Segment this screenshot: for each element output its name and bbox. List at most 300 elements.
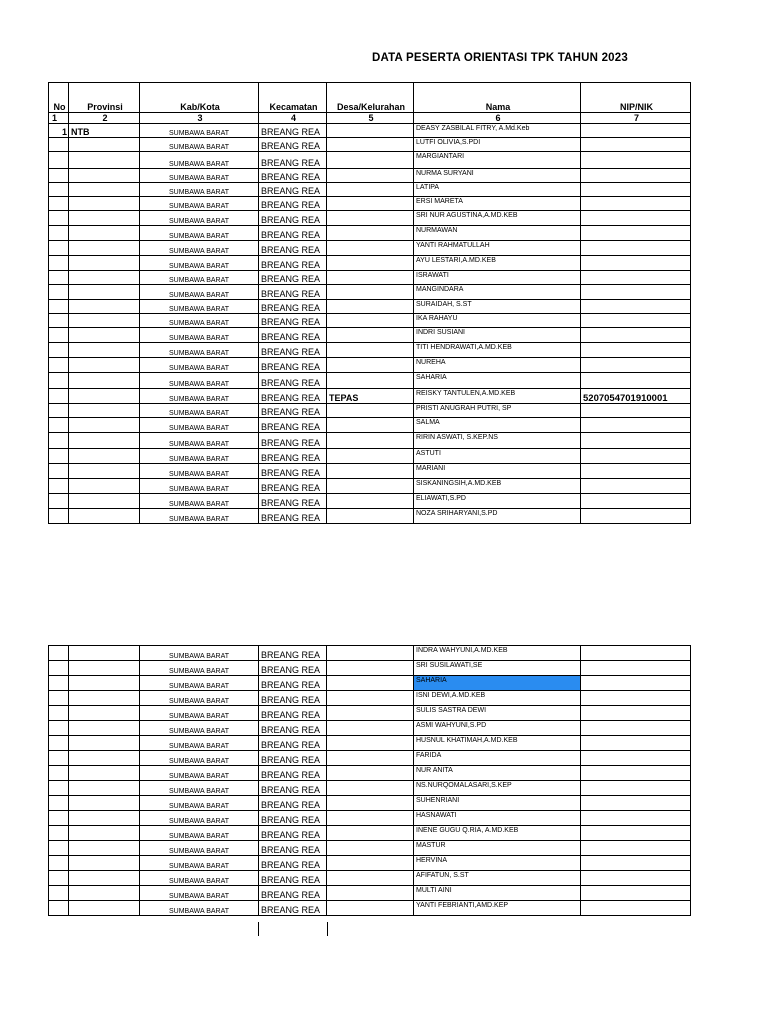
cell-provinsi[interactable]	[69, 781, 140, 796]
cell-kecamatan[interactable]: BREANG REA	[259, 796, 327, 811]
cell-kecamatan[interactable]: BREANG REA	[259, 211, 327, 226]
cell-kecamatan[interactable]: BREANG REA	[259, 124, 327, 138]
cell-kecamatan[interactable]: BREANG REA	[259, 509, 327, 524]
cell-desa-kelurahan[interactable]	[327, 494, 414, 509]
cell-kab-kota[interactable]: SUMBAWA BARAT	[140, 241, 259, 256]
cell-nip-nik[interactable]	[581, 328, 691, 343]
cell-kecamatan[interactable]: BREANG REA	[259, 358, 327, 373]
cell-provinsi[interactable]	[69, 433, 140, 449]
cell-kecamatan[interactable]: BREANG REA	[259, 676, 327, 691]
cell-no[interactable]	[49, 300, 69, 314]
cell-kecamatan[interactable]: BREANG REA	[259, 464, 327, 479]
cell-desa-kelurahan[interactable]	[327, 646, 414, 661]
cell-nama[interactable]: HERVINA	[414, 856, 581, 871]
cell-nip-nik[interactable]	[581, 766, 691, 781]
cell-kab-kota[interactable]: SUMBAWA BARAT	[140, 226, 259, 241]
cell-desa-kelurahan[interactable]	[327, 169, 414, 183]
cell-kab-kota[interactable]: SUMBAWA BARAT	[140, 169, 259, 183]
cell-kecamatan[interactable]: BREANG REA	[259, 285, 327, 300]
cell-kecamatan[interactable]: BREANG REA	[259, 826, 327, 841]
cell-kab-kota[interactable]: SUMBAWA BARAT	[140, 841, 259, 856]
cell-no[interactable]	[49, 226, 69, 241]
cell-desa-kelurahan[interactable]	[327, 138, 414, 152]
cell-kecamatan[interactable]: BREANG REA	[259, 736, 327, 751]
cell-desa-kelurahan[interactable]	[327, 285, 414, 300]
cell-provinsi[interactable]	[69, 183, 140, 197]
cell-kecamatan[interactable]: BREANG REA	[259, 691, 327, 706]
cell-kecamatan[interactable]: BREANG REA	[259, 479, 327, 494]
cell-desa-kelurahan[interactable]	[327, 901, 414, 916]
cell-nama[interactable]: INENE GUGU Q.RIA, A.MD.KEB	[414, 826, 581, 841]
cell-kecamatan[interactable]: BREANG REA	[259, 328, 327, 343]
cell-no[interactable]	[49, 796, 69, 811]
cell-nama[interactable]: SISKANINGSIH,A.MD.KEB	[414, 479, 581, 494]
cell-desa-kelurahan[interactable]	[327, 226, 414, 241]
cell-nip-nik[interactable]	[581, 169, 691, 183]
cell-kab-kota[interactable]: SUMBAWA BARAT	[140, 197, 259, 211]
cell-kecamatan[interactable]: BREANG REA	[259, 661, 327, 676]
cell-desa-kelurahan[interactable]	[327, 300, 414, 314]
cell-nip-nik[interactable]	[581, 796, 691, 811]
cell-no[interactable]	[49, 183, 69, 197]
cell-provinsi[interactable]	[69, 328, 140, 343]
cell-no[interactable]	[49, 706, 69, 721]
cell-nip-nik[interactable]	[581, 721, 691, 736]
cell-nip-nik[interactable]	[581, 358, 691, 373]
column-number[interactable]: 3	[140, 113, 259, 124]
cell-desa-kelurahan[interactable]	[327, 271, 414, 285]
cell-desa-kelurahan[interactable]	[327, 241, 414, 256]
cell-desa-kelurahan[interactable]	[327, 691, 414, 706]
cell-kecamatan[interactable]: BREANG REA	[259, 449, 327, 464]
cell-no[interactable]	[49, 661, 69, 676]
cell-kecamatan[interactable]: BREANG REA	[259, 751, 327, 766]
cell-no[interactable]	[49, 389, 69, 404]
cell-nama[interactable]: NUR ANITA	[414, 766, 581, 781]
header-nip-nik[interactable]: NIP/NIK	[581, 83, 691, 113]
cell-nama[interactable]: NS.NURQOMALASARI,S.KEP	[414, 781, 581, 796]
cell-no[interactable]	[49, 433, 69, 449]
cell-nama[interactable]: PRISTI ANUGRAH PUTRI, SP	[414, 404, 581, 418]
cell-nip-nik[interactable]: 5207054701910001	[581, 389, 691, 404]
cell-nama[interactable]: NURMA SURYANI	[414, 169, 581, 183]
cell-provinsi[interactable]: NTB	[69, 124, 140, 138]
cell-nip-nik[interactable]	[581, 183, 691, 197]
header-nama[interactable]: Nama	[414, 83, 581, 113]
cell-kab-kota[interactable]: SUMBAWA BARAT	[140, 418, 259, 433]
cell-kecamatan[interactable]: BREANG REA	[259, 721, 327, 736]
cell-desa-kelurahan[interactable]	[327, 871, 414, 886]
cell-nama[interactable]: HUSNUL KHATIMAH,A.MD.KEB	[414, 736, 581, 751]
cell-kab-kota[interactable]: SUMBAWA BARAT	[140, 285, 259, 300]
cell-nama-selected[interactable]: SAHARIA	[414, 676, 581, 691]
cell-desa-kelurahan[interactable]	[327, 886, 414, 901]
cell-kab-kota[interactable]: SUMBAWA BARAT	[140, 766, 259, 781]
cell-kecamatan[interactable]: BREANG REA	[259, 389, 327, 404]
cell-nip-nik[interactable]	[581, 404, 691, 418]
cell-kecamatan[interactable]: BREANG REA	[259, 241, 327, 256]
cell-nip-nik[interactable]	[581, 464, 691, 479]
cell-no[interactable]	[49, 811, 69, 826]
cell-kab-kota[interactable]: SUMBAWA BARAT	[140, 183, 259, 197]
cell-nama[interactable]: HASNAWATI	[414, 811, 581, 826]
cell-nip-nik[interactable]	[581, 886, 691, 901]
cell-nama[interactable]: MANGINDARA	[414, 285, 581, 300]
cell-nip-nik[interactable]	[581, 418, 691, 433]
cell-nip-nik[interactable]	[581, 226, 691, 241]
cell-nama[interactable]: YANTI RAHMATULLAH	[414, 241, 581, 256]
cell-nama[interactable]: RIRIN ASWATI, S.KEP.NS	[414, 433, 581, 449]
cell-desa-kelurahan[interactable]	[327, 152, 414, 169]
cell-nama[interactable]: SRI NUR AGUSTINA,A.MD.KEB	[414, 211, 581, 226]
cell-nama[interactable]: AFIFATUN, S.ST	[414, 871, 581, 886]
column-number[interactable]: 5	[327, 113, 414, 124]
cell-kab-kota[interactable]: SUMBAWA BARAT	[140, 721, 259, 736]
cell-nama[interactable]: MARGIANTARI	[414, 152, 581, 169]
cell-provinsi[interactable]	[69, 886, 140, 901]
cell-nama[interactable]: AYU LESTARI,A.MD.KEB	[414, 256, 581, 271]
cell-desa-kelurahan[interactable]	[327, 197, 414, 211]
cell-provinsi[interactable]	[69, 343, 140, 358]
cell-kecamatan[interactable]: BREANG REA	[259, 418, 327, 433]
cell-nip-nik[interactable]	[581, 211, 691, 226]
cell-kab-kota[interactable]: SUMBAWA BARAT	[140, 124, 259, 138]
cell-nama[interactable]: DEASY ZASBILAL FITRY, A.Md.Keb	[414, 124, 581, 138]
cell-nip-nik[interactable]	[581, 285, 691, 300]
cell-no[interactable]: 1	[49, 124, 69, 138]
cell-provinsi[interactable]	[69, 271, 140, 285]
cell-desa-kelurahan[interactable]	[327, 358, 414, 373]
cell-desa-kelurahan[interactable]	[327, 811, 414, 826]
cell-kab-kota[interactable]: SUMBAWA BARAT	[140, 826, 259, 841]
cell-provinsi[interactable]	[69, 796, 140, 811]
cell-kab-kota[interactable]: SUMBAWA BARAT	[140, 676, 259, 691]
cell-nama[interactable]: SUHENRIANI	[414, 796, 581, 811]
cell-nip-nik[interactable]	[581, 901, 691, 916]
cell-kab-kota[interactable]: SUMBAWA BARAT	[140, 646, 259, 661]
cell-nip-nik[interactable]	[581, 373, 691, 389]
cell-kab-kota[interactable]: SUMBAWA BARAT	[140, 328, 259, 343]
cell-provinsi[interactable]	[69, 464, 140, 479]
cell-nama[interactable]: LUTFI OLIVIA,S.PDI	[414, 138, 581, 152]
header-kab-kota[interactable]: Kab/Kota	[140, 83, 259, 113]
cell-nip-nik[interactable]	[581, 871, 691, 886]
cell-nip-nik[interactable]	[581, 841, 691, 856]
cell-nip-nik[interactable]	[581, 811, 691, 826]
cell-no[interactable]	[49, 328, 69, 343]
cell-kecamatan[interactable]: BREANG REA	[259, 404, 327, 418]
cell-kab-kota[interactable]: SUMBAWA BARAT	[140, 211, 259, 226]
cell-nama[interactable]: SULIS SASTRA DEWI	[414, 706, 581, 721]
cell-nama[interactable]: REISKY TANTULEN,A.MD.KEB	[414, 389, 581, 404]
cell-kecamatan[interactable]: BREANG REA	[259, 706, 327, 721]
cell-no[interactable]	[49, 138, 69, 152]
cell-provinsi[interactable]	[69, 197, 140, 211]
cell-no[interactable]	[49, 509, 69, 524]
cell-nama[interactable]: ISRAWATI	[414, 271, 581, 285]
cell-kecamatan[interactable]: BREANG REA	[259, 226, 327, 241]
cell-kab-kota[interactable]: SUMBAWA BARAT	[140, 256, 259, 271]
cell-kecamatan[interactable]: BREANG REA	[259, 841, 327, 856]
cell-provinsi[interactable]	[69, 826, 140, 841]
cell-no[interactable]	[49, 404, 69, 418]
cell-nama[interactable]: SURAIDAH, S.ST	[414, 300, 581, 314]
cell-desa-kelurahan[interactable]: TEPAS	[327, 389, 414, 404]
cell-nama[interactable]: FARIDA	[414, 751, 581, 766]
cell-kecamatan[interactable]: BREANG REA	[259, 197, 327, 211]
cell-provinsi[interactable]	[69, 721, 140, 736]
cell-no[interactable]	[49, 479, 69, 494]
cell-desa-kelurahan[interactable]	[327, 841, 414, 856]
column-number[interactable]: 4	[259, 113, 327, 124]
cell-kecamatan[interactable]: BREANG REA	[259, 256, 327, 271]
header-desa-kelurahan[interactable]: Desa/Kelurahan	[327, 83, 414, 113]
cell-kecamatan[interactable]: BREANG REA	[259, 314, 327, 328]
cell-kecamatan[interactable]: BREANG REA	[259, 183, 327, 197]
cell-no[interactable]	[49, 856, 69, 871]
cell-kab-kota[interactable]: SUMBAWA BARAT	[140, 494, 259, 509]
cell-kecamatan[interactable]: BREANG REA	[259, 373, 327, 389]
cell-no[interactable]	[49, 169, 69, 183]
cell-desa-kelurahan[interactable]	[327, 509, 414, 524]
cell-desa-kelurahan[interactable]	[327, 418, 414, 433]
cell-no[interactable]	[49, 736, 69, 751]
cell-desa-kelurahan[interactable]	[327, 211, 414, 226]
cell-nama[interactable]: SRI SUSILAWATI,SE	[414, 661, 581, 676]
cell-provinsi[interactable]	[69, 676, 140, 691]
cell-nip-nik[interactable]	[581, 676, 691, 691]
cell-kab-kota[interactable]: SUMBAWA BARAT	[140, 886, 259, 901]
cell-nama[interactable]: ASTUTI	[414, 449, 581, 464]
cell-nama[interactable]: MASTUR	[414, 841, 581, 856]
cell-kab-kota[interactable]: SUMBAWA BARAT	[140, 389, 259, 404]
cell-nip-nik[interactable]	[581, 271, 691, 285]
cell-nama[interactable]: INDRI SUSIANI	[414, 328, 581, 343]
cell-kab-kota[interactable]: SUMBAWA BARAT	[140, 509, 259, 524]
column-number[interactable]: 6	[414, 113, 581, 124]
cell-kab-kota[interactable]: SUMBAWA BARAT	[140, 796, 259, 811]
cell-provinsi[interactable]	[69, 226, 140, 241]
cell-kecamatan[interactable]: BREANG REA	[259, 811, 327, 826]
cell-desa-kelurahan[interactable]	[327, 751, 414, 766]
cell-desa-kelurahan[interactable]	[327, 314, 414, 328]
cell-nip-nik[interactable]	[581, 433, 691, 449]
cell-nip-nik[interactable]	[581, 856, 691, 871]
cell-kab-kota[interactable]: SUMBAWA BARAT	[140, 661, 259, 676]
cell-desa-kelurahan[interactable]	[327, 343, 414, 358]
cell-provinsi[interactable]	[69, 358, 140, 373]
cell-desa-kelurahan[interactable]	[327, 661, 414, 676]
cell-nip-nik[interactable]	[581, 494, 691, 509]
cell-kecamatan[interactable]: BREANG REA	[259, 343, 327, 358]
cell-nama[interactable]: NURMAWAN	[414, 226, 581, 241]
cell-nip-nik[interactable]	[581, 197, 691, 211]
cell-provinsi[interactable]	[69, 901, 140, 916]
cell-nip-nik[interactable]	[581, 781, 691, 796]
cell-kab-kota[interactable]: SUMBAWA BARAT	[140, 314, 259, 328]
cell-kecamatan[interactable]: BREANG REA	[259, 646, 327, 661]
cell-kab-kota[interactable]: SUMBAWA BARAT	[140, 138, 259, 152]
cell-nama[interactable]: MULTI AINI	[414, 886, 581, 901]
cell-no[interactable]	[49, 343, 69, 358]
cell-no[interactable]	[49, 256, 69, 271]
cell-desa-kelurahan[interactable]	[327, 721, 414, 736]
cell-provinsi[interactable]	[69, 169, 140, 183]
cell-kab-kota[interactable]: SUMBAWA BARAT	[140, 433, 259, 449]
cell-kecamatan[interactable]: BREANG REA	[259, 169, 327, 183]
cell-no[interactable]	[49, 271, 69, 285]
cell-no[interactable]	[49, 841, 69, 856]
cell-kecamatan[interactable]: BREANG REA	[259, 271, 327, 285]
cell-nama[interactable]: LATIPA	[414, 183, 581, 197]
cell-no[interactable]	[49, 197, 69, 211]
cell-kecamatan[interactable]: BREANG REA	[259, 138, 327, 152]
cell-kecamatan[interactable]: BREANG REA	[259, 901, 327, 916]
cell-provinsi[interactable]	[69, 494, 140, 509]
cell-provinsi[interactable]	[69, 646, 140, 661]
cell-kecamatan[interactable]: BREANG REA	[259, 781, 327, 796]
cell-no[interactable]	[49, 464, 69, 479]
cell-no[interactable]	[49, 241, 69, 256]
cell-nip-nik[interactable]	[581, 509, 691, 524]
cell-provinsi[interactable]	[69, 509, 140, 524]
cell-no[interactable]	[49, 751, 69, 766]
cell-kecamatan[interactable]: BREANG REA	[259, 494, 327, 509]
cell-provinsi[interactable]	[69, 871, 140, 886]
cell-kab-kota[interactable]: SUMBAWA BARAT	[140, 152, 259, 169]
cell-provinsi[interactable]	[69, 841, 140, 856]
cell-kab-kota[interactable]: SUMBAWA BARAT	[140, 901, 259, 916]
cell-provinsi[interactable]	[69, 314, 140, 328]
cell-no[interactable]	[49, 418, 69, 433]
cell-desa-kelurahan[interactable]	[327, 449, 414, 464]
cell-nip-nik[interactable]	[581, 706, 691, 721]
cell-nip-nik[interactable]	[581, 152, 691, 169]
cell-nip-nik[interactable]	[581, 314, 691, 328]
cell-provinsi[interactable]	[69, 418, 140, 433]
cell-kab-kota[interactable]: SUMBAWA BARAT	[140, 343, 259, 358]
cell-nip-nik[interactable]	[581, 751, 691, 766]
cell-nama[interactable]: SALMA	[414, 418, 581, 433]
cell-provinsi[interactable]	[69, 211, 140, 226]
cell-kab-kota[interactable]: SUMBAWA BARAT	[140, 271, 259, 285]
cell-provinsi[interactable]	[69, 706, 140, 721]
cell-nama[interactable]: ASMI WAHYUNI,S.PD	[414, 721, 581, 736]
cell-kecamatan[interactable]: BREANG REA	[259, 871, 327, 886]
cell-desa-kelurahan[interactable]	[327, 373, 414, 389]
cell-no[interactable]	[49, 886, 69, 901]
cell-no[interactable]	[49, 373, 69, 389]
cell-desa-kelurahan[interactable]	[327, 781, 414, 796]
cell-kab-kota[interactable]: SUMBAWA BARAT	[140, 706, 259, 721]
cell-nip-nik[interactable]	[581, 449, 691, 464]
cell-nama[interactable]: YANTI FEBRIANTI,AMD.KEP	[414, 901, 581, 916]
cell-kab-kota[interactable]: SUMBAWA BARAT	[140, 358, 259, 373]
cell-provinsi[interactable]	[69, 404, 140, 418]
cell-nama[interactable]: NUREHA	[414, 358, 581, 373]
cell-desa-kelurahan[interactable]	[327, 766, 414, 781]
cell-kab-kota[interactable]: SUMBAWA BARAT	[140, 856, 259, 871]
cell-nip-nik[interactable]	[581, 646, 691, 661]
cell-desa-kelurahan[interactable]	[327, 464, 414, 479]
cell-kecamatan[interactable]: BREANG REA	[259, 152, 327, 169]
cell-nip-nik[interactable]	[581, 479, 691, 494]
cell-no[interactable]	[49, 871, 69, 886]
cell-provinsi[interactable]	[69, 691, 140, 706]
cell-kecamatan[interactable]: BREANG REA	[259, 766, 327, 781]
cell-nip-nik[interactable]	[581, 826, 691, 841]
cell-kab-kota[interactable]: SUMBAWA BARAT	[140, 781, 259, 796]
cell-provinsi[interactable]	[69, 449, 140, 464]
cell-desa-kelurahan[interactable]	[327, 328, 414, 343]
cell-kab-kota[interactable]: SUMBAWA BARAT	[140, 871, 259, 886]
cell-nip-nik[interactable]	[581, 124, 691, 138]
cell-provinsi[interactable]	[69, 661, 140, 676]
cell-kab-kota[interactable]: SUMBAWA BARAT	[140, 479, 259, 494]
cell-provinsi[interactable]	[69, 373, 140, 389]
cell-nip-nik[interactable]	[581, 300, 691, 314]
cell-no[interactable]	[49, 691, 69, 706]
cell-nip-nik[interactable]	[581, 256, 691, 271]
cell-nip-nik[interactable]	[581, 241, 691, 256]
cell-provinsi[interactable]	[69, 856, 140, 871]
cell-no[interactable]	[49, 781, 69, 796]
cell-nama[interactable]: ERSI MARETA	[414, 197, 581, 211]
cell-provinsi[interactable]	[69, 241, 140, 256]
column-number[interactable]: 2	[69, 113, 140, 124]
cell-no[interactable]	[49, 494, 69, 509]
cell-nama[interactable]: SAHARIA	[414, 373, 581, 389]
cell-nip-nik[interactable]	[581, 138, 691, 152]
cell-nama[interactable]: TITI HENDRAWATI,A.MD.KEB	[414, 343, 581, 358]
cell-no[interactable]	[49, 285, 69, 300]
cell-desa-kelurahan[interactable]	[327, 736, 414, 751]
cell-provinsi[interactable]	[69, 152, 140, 169]
cell-no[interactable]	[49, 211, 69, 226]
cell-nama[interactable]: ISNI DEWI,A.MD.KEB	[414, 691, 581, 706]
cell-provinsi[interactable]	[69, 479, 140, 494]
cell-nip-nik[interactable]	[581, 343, 691, 358]
cell-kecamatan[interactable]: BREANG REA	[259, 433, 327, 449]
cell-kab-kota[interactable]: SUMBAWA BARAT	[140, 691, 259, 706]
cell-provinsi[interactable]	[69, 300, 140, 314]
cell-no[interactable]	[49, 646, 69, 661]
cell-nip-nik[interactable]	[581, 736, 691, 751]
cell-nama[interactable]: NOZA SRIHARYANI,S.PD	[414, 509, 581, 524]
cell-provinsi[interactable]	[69, 811, 140, 826]
cell-desa-kelurahan[interactable]	[327, 796, 414, 811]
column-number[interactable]: 1	[49, 113, 69, 124]
cell-provinsi[interactable]	[69, 256, 140, 271]
cell-kab-kota[interactable]: SUMBAWA BARAT	[140, 449, 259, 464]
cell-no[interactable]	[49, 358, 69, 373]
cell-no[interactable]	[49, 766, 69, 781]
header-kecamatan[interactable]: Kecamatan	[259, 83, 327, 113]
cell-provinsi[interactable]	[69, 285, 140, 300]
cell-kab-kota[interactable]: SUMBAWA BARAT	[140, 404, 259, 418]
cell-nip-nik[interactable]	[581, 661, 691, 676]
cell-kab-kota[interactable]: SUMBAWA BARAT	[140, 464, 259, 479]
cell-no[interactable]	[49, 826, 69, 841]
cell-nip-nik[interactable]	[581, 691, 691, 706]
cell-desa-kelurahan[interactable]	[327, 124, 414, 138]
header-no[interactable]: No	[49, 83, 69, 113]
cell-kab-kota[interactable]: SUMBAWA BARAT	[140, 751, 259, 766]
cell-provinsi[interactable]	[69, 736, 140, 751]
column-number[interactable]: 7	[581, 113, 691, 124]
cell-desa-kelurahan[interactable]	[327, 706, 414, 721]
cell-provinsi[interactable]	[69, 389, 140, 404]
